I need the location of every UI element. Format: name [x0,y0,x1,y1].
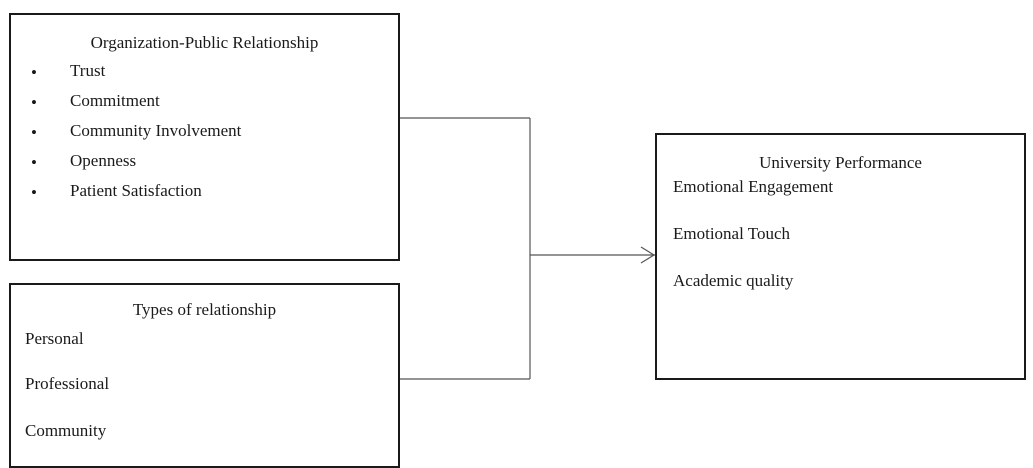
bullet-icon: • [31,183,37,202]
university-item-emotional-touch: Emotional Touch [673,224,791,243]
org-item-commitment: Commitment [70,91,160,110]
org-public-relationship-title: Organization-Public Relationship [90,33,319,52]
university-item-academic-quality: Academic quality [673,271,794,290]
bullet-icon: • [31,63,37,82]
bullet-icon: • [31,123,37,142]
university-item-emotional-engagement: Emotional Engagement [673,177,834,196]
bullet-icon: • [31,93,37,112]
types-of-relationship-title: Types of relationship [132,300,277,319]
org-item-trust: Trust [70,61,106,80]
types-item-personal: Personal [25,329,84,348]
org-public-relationship-box [9,13,400,261]
org-item-patient-satisfaction: Patient Satisfaction [70,181,202,200]
types-item-professional: Professional [25,374,110,393]
university-performance-title: University Performance [759,153,922,172]
types-of-relationship-box [9,283,400,468]
university-performance-box [655,133,1026,380]
types-item-community: Community [25,421,107,440]
org-item-openness: Openness [70,151,137,170]
org-item-community-involvement: Community Involvement [70,121,242,140]
bullet-icon: • [31,153,37,172]
